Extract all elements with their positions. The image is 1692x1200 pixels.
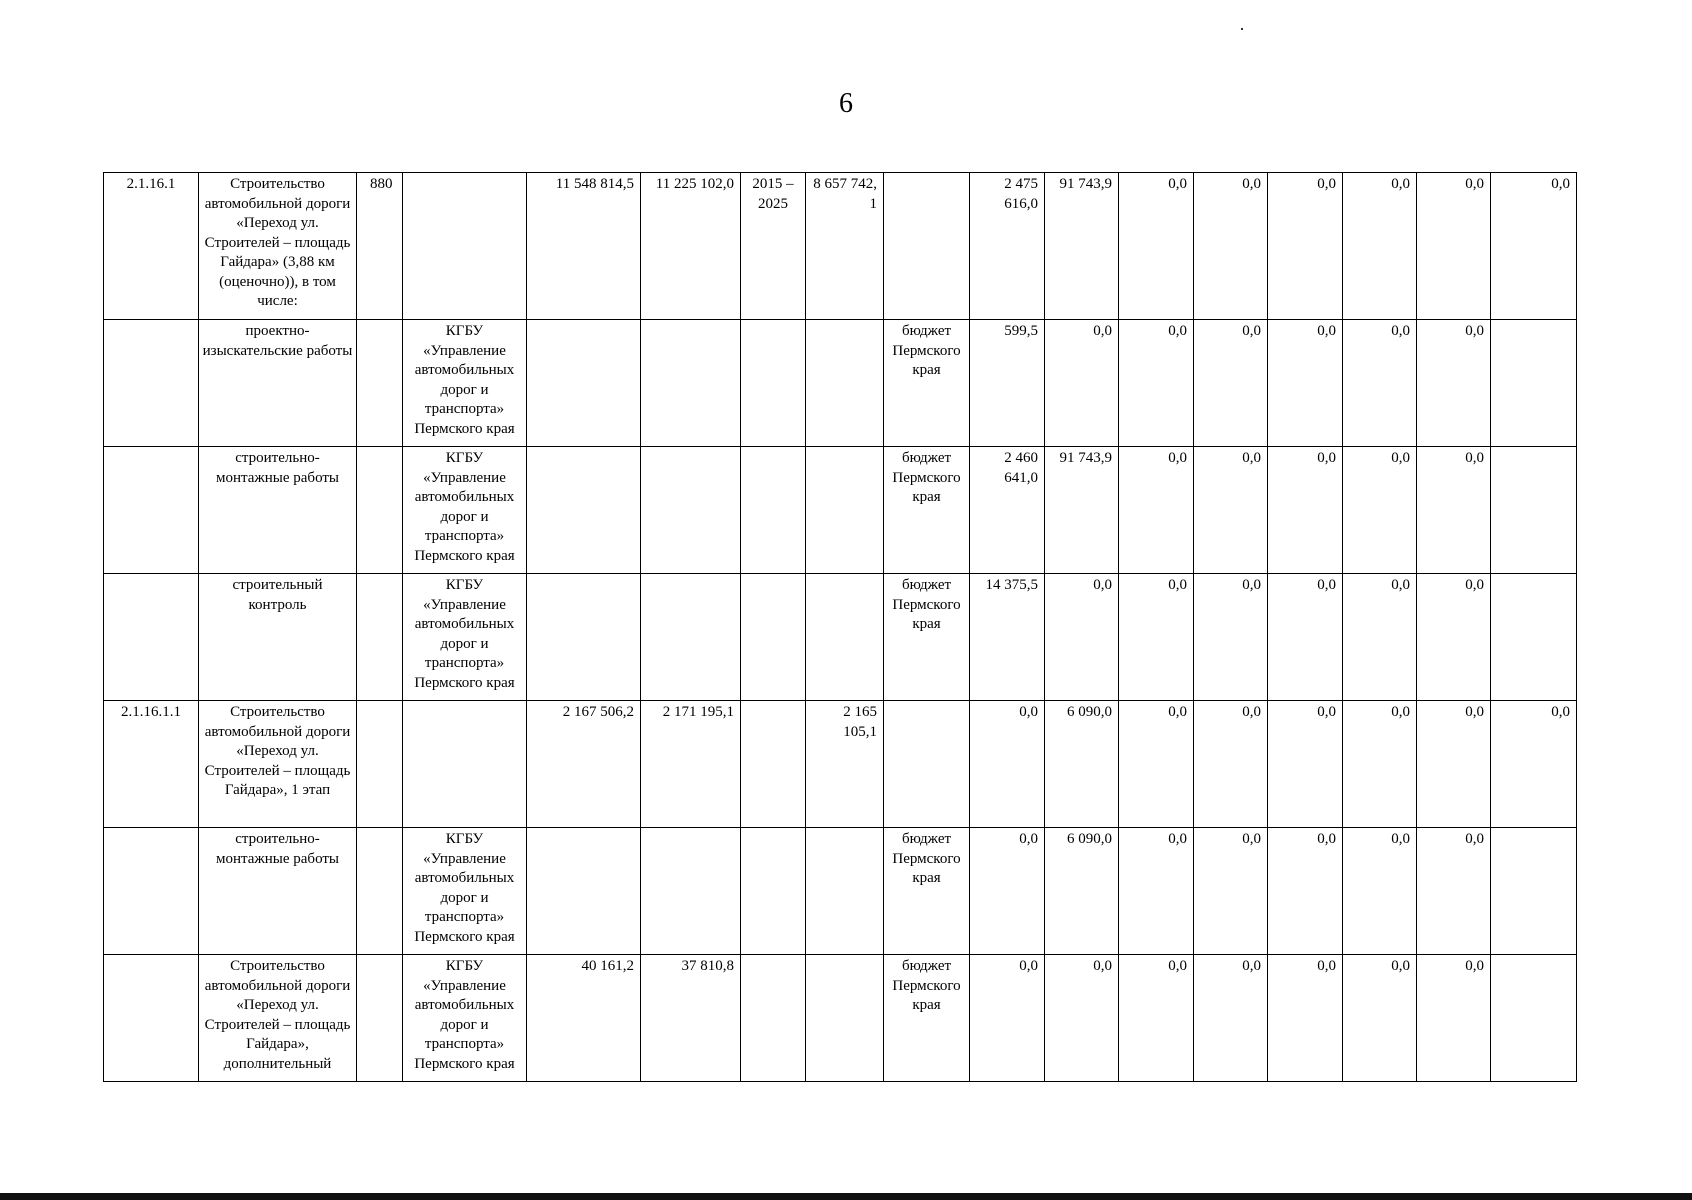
table-cell-col8 <box>806 955 884 1082</box>
page-number: 6 <box>839 88 853 119</box>
table-cell-col7 <box>741 955 806 1082</box>
table-cell-col10: 0,0 <box>970 701 1045 828</box>
table-cell-col14: 0,0 <box>1268 574 1343 701</box>
table-cell-col3 <box>357 701 403 828</box>
table-cell-col7: 2015 – 2025 <box>741 173 806 320</box>
table-cell-col8 <box>806 574 884 701</box>
table-row <box>104 173 1577 320</box>
table-cell-col14: 0,0 <box>1268 701 1343 828</box>
table-cell-col2: Строительство автомобильной дороги «Переход ул. Строителей – площадь Гайдара», дополнительный <box>199 955 357 1082</box>
table-cell-col6: 37 810,8 <box>641 955 741 1082</box>
table-cell-col1: 2.1.16.1 <box>104 173 199 320</box>
table-row <box>104 828 1577 955</box>
table-cell-col1: 2.1.16.1.1 <box>104 701 199 828</box>
table-cell-col3: 880 <box>357 173 403 320</box>
table-cell-col9 <box>884 701 970 828</box>
table-cell-col1 <box>104 320 199 447</box>
table-cell-col2: строительно-монтажные работы <box>199 828 357 955</box>
table-cell-col16: 0,0 <box>1417 447 1491 574</box>
table-cell-col7 <box>741 828 806 955</box>
table-cell-col10: 14 375,5 <box>970 574 1045 701</box>
table-cell-col17 <box>1491 320 1577 447</box>
table-row <box>104 701 1577 828</box>
table-cell-col10: 2 460 641,0 <box>970 447 1045 574</box>
table-cell-col2: Строительство автомобильной дороги «Переход ул. Строителей – площадь Гайдара» (3,88 км (оценочно)), в том числе: <box>199 173 357 320</box>
table-cell-col10: 599,5 <box>970 320 1045 447</box>
table-cell-col1 <box>104 955 199 1082</box>
table-cell-col16: 0,0 <box>1417 173 1491 320</box>
table-cell-col12: 0,0 <box>1119 574 1194 701</box>
table-cell-col10: 0,0 <box>970 955 1045 1082</box>
table-row <box>104 447 1577 574</box>
table-cell-col14: 0,0 <box>1268 828 1343 955</box>
table-cell-col8 <box>806 447 884 574</box>
table-cell-col15: 0,0 <box>1343 173 1417 320</box>
table-cell-col2: строительный контроль <box>199 574 357 701</box>
table-cell-col7 <box>741 447 806 574</box>
table-cell-col9: бюджет Пермского края <box>884 574 970 701</box>
table-cell-col11: 6 090,0 <box>1045 828 1119 955</box>
table-row <box>104 955 1577 1082</box>
table-cell-col6 <box>641 447 741 574</box>
table-cell-col16: 0,0 <box>1417 701 1491 828</box>
table-cell-col11: 91 743,9 <box>1045 173 1119 320</box>
table-cell-col5 <box>527 828 641 955</box>
scan-edge-bar <box>0 1193 1692 1200</box>
table-cell-col16: 0,0 <box>1417 828 1491 955</box>
table-cell-col16: 0,0 <box>1417 320 1491 447</box>
table-row <box>104 574 1577 701</box>
table-cell-col13: 0,0 <box>1194 701 1268 828</box>
table-cell-col5 <box>527 320 641 447</box>
table-cell-col17 <box>1491 574 1577 701</box>
table-cell-col3 <box>357 955 403 1082</box>
table-cell-col5: 2 167 506,2 <box>527 701 641 828</box>
table-cell-col8 <box>806 828 884 955</box>
table-cell-col17: 0,0 <box>1491 701 1577 828</box>
table-cell-col16: 0,0 <box>1417 574 1491 701</box>
table-cell-col1 <box>104 447 199 574</box>
table-cell-col10: 2 475 616,0 <box>970 173 1045 320</box>
table-cell-col15: 0,0 <box>1343 447 1417 574</box>
table-cell-col12: 0,0 <box>1119 320 1194 447</box>
table-cell-col17: 0,0 <box>1491 173 1577 320</box>
table-cell-col4 <box>403 173 527 320</box>
table-cell-col14: 0,0 <box>1268 447 1343 574</box>
table-cell-col4: КГБУ «Управление автомобильных дорог и транспорта» Пермского края <box>403 320 527 447</box>
table-cell-col15: 0,0 <box>1343 828 1417 955</box>
table-cell-col17 <box>1491 955 1577 1082</box>
table-row <box>104 320 1577 447</box>
table-cell-col3 <box>357 574 403 701</box>
table-cell-col1 <box>104 828 199 955</box>
table-cell-col7 <box>741 574 806 701</box>
table-cell-col6 <box>641 320 741 447</box>
table-cell-col6 <box>641 828 741 955</box>
scan-speck <box>1241 28 1243 30</box>
table-cell-col3 <box>357 447 403 574</box>
table-cell-col7 <box>741 320 806 447</box>
table-cell-col6: 11 225 102,0 <box>641 173 741 320</box>
table-cell-col11: 0,0 <box>1045 574 1119 701</box>
table-cell-col13: 0,0 <box>1194 828 1268 955</box>
table-cell-col4: КГБУ «Управление автомобильных дорог и транспорта» Пермского края <box>403 447 527 574</box>
table-cell-col10: 0,0 <box>970 828 1045 955</box>
table-cell-col3 <box>357 828 403 955</box>
table-cell-col14: 0,0 <box>1268 955 1343 1082</box>
table-cell-col3 <box>357 320 403 447</box>
table-cell-col11: 6 090,0 <box>1045 701 1119 828</box>
table-cell-col15: 0,0 <box>1343 701 1417 828</box>
table-cell-col4: КГБУ «Управление автомобильных дорог и транспорта» Пермского края <box>403 574 527 701</box>
table-cell-col2: проектно-изыскательские работы <box>199 320 357 447</box>
table-cell-col5 <box>527 447 641 574</box>
table-cell-col6: 2 171 195,1 <box>641 701 741 828</box>
table-cell-col13: 0,0 <box>1194 173 1268 320</box>
table-cell-col9: бюджет Пермского края <box>884 955 970 1082</box>
table-cell-col5: 11 548 814,5 <box>527 173 641 320</box>
table-cell-col17 <box>1491 447 1577 574</box>
table-cell-col12: 0,0 <box>1119 828 1194 955</box>
table-cell-col17 <box>1491 828 1577 955</box>
table-cell-col8: 8 657 742, 1 <box>806 173 884 320</box>
table-cell-col8: 2 165 105,1 <box>806 701 884 828</box>
table-cell-col11: 91 743,9 <box>1045 447 1119 574</box>
table-cell-col11: 0,0 <box>1045 955 1119 1082</box>
table-cell-col6 <box>641 574 741 701</box>
table-cell-col4: КГБУ «Управление автомобильных дорог и транспорта» Пермского края <box>403 828 527 955</box>
table-cell-col12: 0,0 <box>1119 447 1194 574</box>
table-cell-col9: бюджет Пермского края <box>884 320 970 447</box>
table-cell-col11: 0,0 <box>1045 320 1119 447</box>
table-cell-col15: 0,0 <box>1343 955 1417 1082</box>
table-cell-col9 <box>884 173 970 320</box>
table-cell-col15: 0,0 <box>1343 320 1417 447</box>
program-table <box>103 172 1577 1082</box>
table-cell-col9: бюджет Пермского края <box>884 828 970 955</box>
table-cell-col14: 0,0 <box>1268 173 1343 320</box>
table-cell-col13: 0,0 <box>1194 955 1268 1082</box>
table-cell-col2: строительно-монтажные работы <box>199 447 357 574</box>
table-cell-col13: 0,0 <box>1194 447 1268 574</box>
table-cell-col12: 0,0 <box>1119 701 1194 828</box>
table-cell-col5: 40 161,2 <box>527 955 641 1082</box>
table-cell-col7 <box>741 701 806 828</box>
table-cell-col4 <box>403 701 527 828</box>
table-cell-col8 <box>806 320 884 447</box>
table-cell-col13: 0,0 <box>1194 574 1268 701</box>
table-cell-col12: 0,0 <box>1119 173 1194 320</box>
table-cell-col15: 0,0 <box>1343 574 1417 701</box>
table-cell-col13: 0,0 <box>1194 320 1268 447</box>
table-cell-col9: бюджет Пермского края <box>884 447 970 574</box>
table-cell-col12: 0,0 <box>1119 955 1194 1082</box>
table-cell-col14: 0,0 <box>1268 320 1343 447</box>
table-body <box>104 173 1577 1082</box>
table-cell-col16: 0,0 <box>1417 955 1491 1082</box>
table-cell-col1 <box>104 574 199 701</box>
table-cell-col5 <box>527 574 641 701</box>
table-cell-col4: КГБУ «Управление автомобильных дорог и транспорта» Пермского края <box>403 955 527 1082</box>
program-table-container <box>103 172 1576 1082</box>
table-cell-col2: Строительство автомобильной дороги «Переход ул. Строителей – площадь Гайдара», 1 этап <box>199 701 357 828</box>
